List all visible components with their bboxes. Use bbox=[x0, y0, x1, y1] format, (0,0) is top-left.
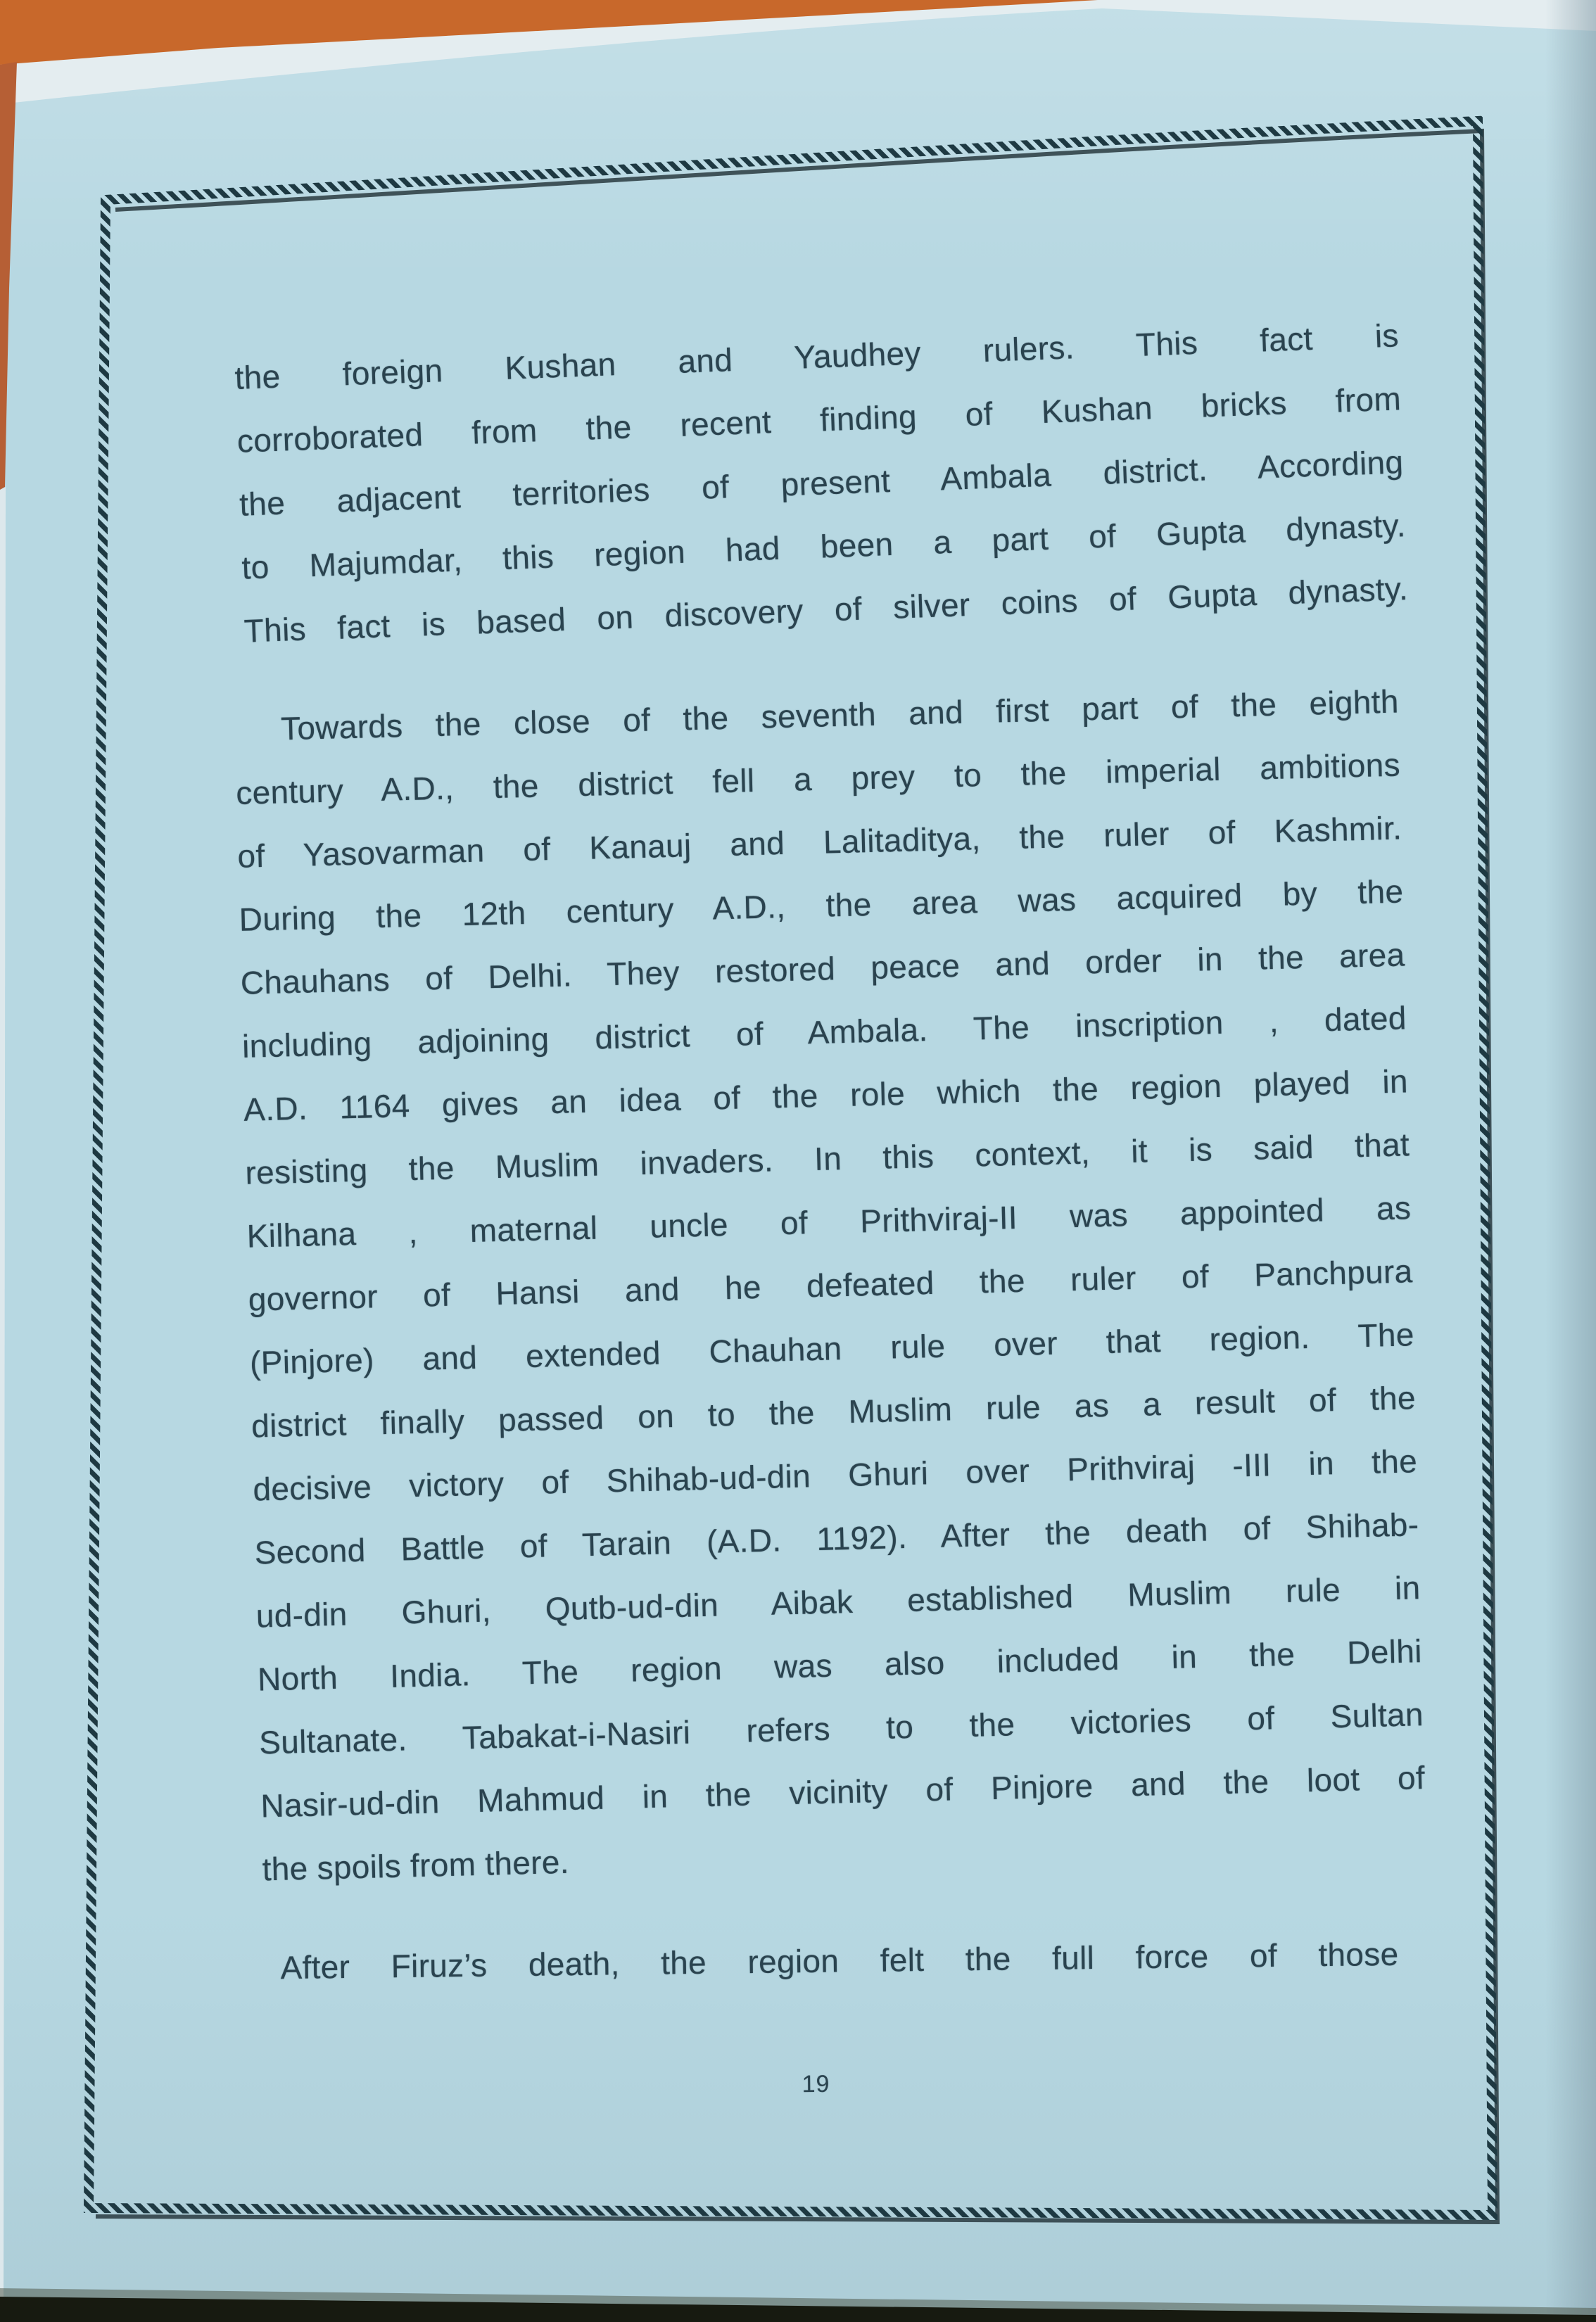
text-line: the adjacent territories of present Ambala district. According bbox=[239, 443, 1405, 523]
text-line: resisting the Muslim invaders. In this context, it is said that bbox=[244, 1126, 1410, 1191]
text-line: (Pinjore) and extended Chauhan rule over that region. The bbox=[249, 1316, 1415, 1381]
text-line: governor of Hansi and he defeated the ruler of Panchpura bbox=[248, 1252, 1414, 1318]
text-line: Chauhans of Delhi. They restored peace and order in the area bbox=[240, 936, 1406, 1001]
text-line: to Majumdar, this region had been a part of Gupta dynasty. bbox=[241, 507, 1407, 586]
text-line: decisive victory of Shihab-ud-din Ghuri over Prithviraj -III in the bbox=[252, 1442, 1418, 1508]
text-line: century A.D., the district fell a prey to the imperial ambitions bbox=[235, 746, 1401, 811]
paragraph-1 bbox=[234, 303, 1409, 662]
page-curl-shade bbox=[1545, 0, 1596, 2322]
paragraph-3 bbox=[234, 1922, 1399, 2000]
page-text-block bbox=[234, 317, 1426, 2116]
text-line: Kilhana , maternal uncle of Prithviraj-II was appointed as bbox=[246, 1189, 1412, 1255]
text-line: of Yasovarman of Kanauj and Lalitaditya, the ruler of Kashmir. bbox=[236, 809, 1402, 875]
paragraph-2 bbox=[234, 670, 1427, 1901]
text-line: Sultanate. Tabakat-i-Nasiri refers to the victories of Sultan bbox=[258, 1696, 1424, 1761]
text-line: North India. The region was also included in the Delhi bbox=[257, 1632, 1423, 1698]
text-line: Second Battle of Tarain (A.D. 1192). After the death of Shihab- bbox=[254, 1506, 1419, 1571]
text-line: A.D. 1164 gives an idea of the role which the region played in bbox=[243, 1062, 1409, 1128]
text-line: After Firuz’s death, the region felt the full force of those bbox=[280, 1935, 1399, 1986]
text-line: corroborated from the recent finding of Kushan bricks from bbox=[236, 380, 1402, 459]
text-line: During the 12th century A.D., the area was acquired by the bbox=[239, 873, 1404, 938]
text-line: the foreign Kushan and Yaudhey rulers. This fact is bbox=[234, 317, 1400, 396]
text-line: district finally passed on to the Muslim rule as a result of the bbox=[251, 1379, 1417, 1445]
text-line: Towards the close of the seventh and first part of the eighth bbox=[280, 683, 1400, 747]
text-line: ud-din Ghuri, Qutb-ud-din Aibak established Muslim rule in bbox=[255, 1569, 1421, 1635]
text-line: the spoils from there. bbox=[262, 1843, 570, 1888]
page-footer bbox=[234, 2044, 1399, 2121]
text-line: This fact is based on discovery of silver coins of Gupta dynasty. bbox=[243, 570, 1409, 649]
text-line: Nasir-ud-din Mahmud in the vicinity of Pinjore and the loot of bbox=[260, 1759, 1426, 1825]
page-number: 19 bbox=[802, 2070, 830, 2098]
text-line: including adjoining district of Ambala. The inscription , dated bbox=[241, 999, 1407, 1065]
